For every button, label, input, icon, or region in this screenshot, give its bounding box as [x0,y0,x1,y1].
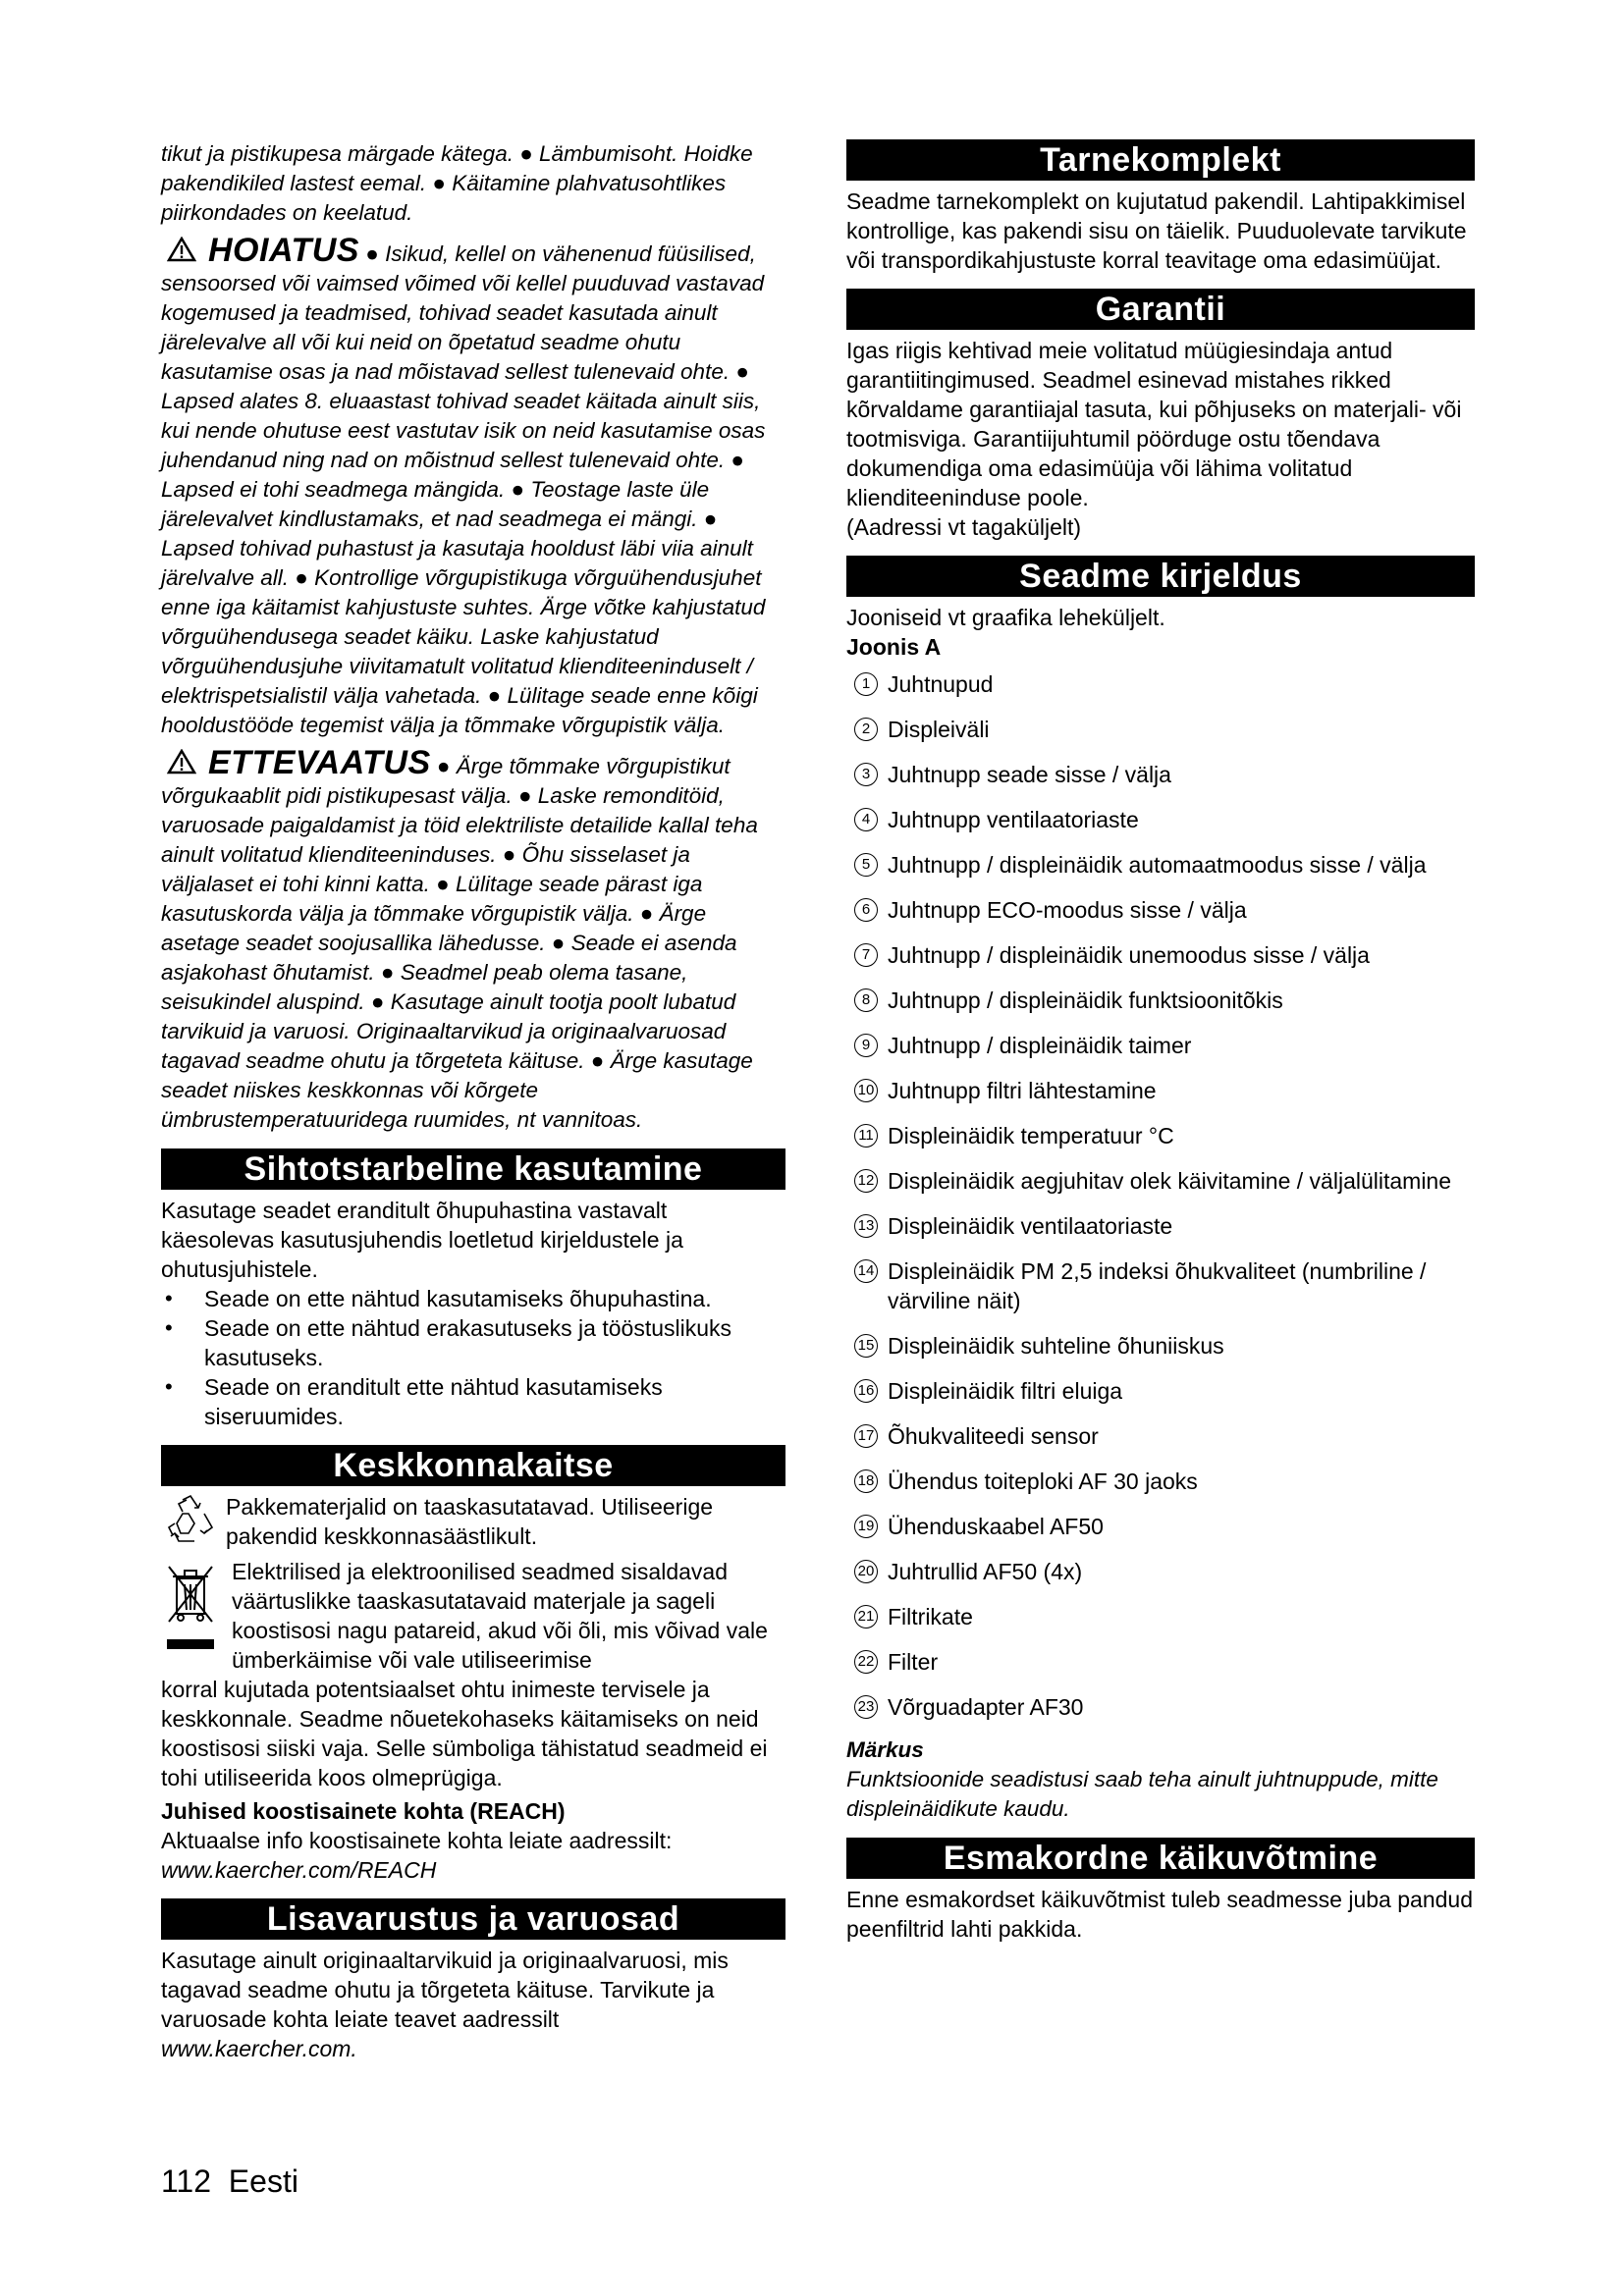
callout-number: 6 [854,898,878,922]
legend-label: Displeinäidik ventilaatoriaste [888,1213,1173,1239]
callout-number: 8 [854,988,878,1012]
legend-item [846,1331,1475,1361]
legend-label: Juhtnupp / displeinäidik taimer [888,1033,1192,1058]
legend-label: Juhtnupp filtri lähtestamine [888,1078,1157,1103]
intro-text: tikut ja pistikupesa märgade kätega. ● Lämbumisoht. Hoidke pakendikiled lastest eemal. ● Käitamine plahvatusohtlikes piirkondades on keelatud. [161,141,753,225]
callout-number: 13 [854,1214,878,1238]
note-heading: Märkus [846,1737,924,1762]
legend-label: Juhtrullid AF50 (4x) [888,1559,1083,1584]
legend-item [846,1421,1475,1451]
caution-block [161,744,785,1135]
legend-item [846,940,1475,970]
warning-block [161,232,785,740]
legend-item [846,715,1475,744]
legend-item [846,760,1475,789]
callout-number: 11 [854,1124,878,1148]
legend-label: Displeinäidik temperatuur °C [888,1123,1174,1148]
section-heading-first-start: Esmakordne käikuvõtmine [846,1838,1475,1879]
callout-number: 23 [854,1695,878,1719]
section-heading-description: Seadme kirjeldus [846,556,1475,597]
callout-number: 15 [854,1334,878,1358]
parts-legend [846,669,1475,1722]
callout-number: 17 [854,1424,878,1448]
warranty-address-note: (Aadressi vt tagaküljelt) [846,514,1082,540]
left-column [161,139,785,2063]
intended-use-text: Kasutage seadet eranditult õhupuhastina vastavalt käesolevas kasutusjuhendis loetletud kirjeldustele ja ohutusjuhistele. [161,1198,683,1282]
list-item: • Seade on ette nähtud kasutamiseks õhupuhastina. [161,1284,785,1313]
legend-item [846,1647,1475,1677]
legend-label: Õhukvaliteedi sensor [888,1423,1099,1449]
legend-label: Võrguadapter AF30 [888,1694,1084,1720]
list-item: • Seade on ette nähtud erakasutuseks ja tööstuslikuks kasutuseks. [161,1313,785,1372]
callout-number: 20 [854,1560,878,1583]
callout-number: 19 [854,1515,878,1538]
section-heading-intended-use: Sihtotstarbeline kasutamine [161,1148,785,1190]
caution-triangle-icon [167,749,196,774]
legend-label: Displeinäidik suhteline õhuniiskus [888,1333,1224,1359]
packaging-text: Pakkematerjalid on taaskasutatavad. Utiliseerige pakendid keskkonnasäästlikult. [226,1494,714,1549]
legend-item [846,1211,1475,1241]
callout-number: 4 [854,808,878,831]
callout-number: 2 [854,718,878,741]
accessories-text: Kasutage ainult originaaltarvikuid ja originaalvaruosi, mis tagavad seadme ohutu ja tõrgeteta käituse. Tarvikute ja varuosade kohta leiate teavet aadressilt [161,1948,729,2032]
description-intro: Jooniseid vt graafika leheküljelt. [846,605,1165,630]
callout-number: 12 [854,1169,878,1193]
legend-item [846,1692,1475,1722]
recycling-icon [161,1494,218,1547]
legend-item [846,805,1475,834]
callout-number: 3 [854,763,878,786]
callout-number: 21 [854,1605,878,1629]
legend-label: Juhtnupp / displeinäidik funktsioonitõkis [888,988,1283,1013]
caution-heading: ETTEVAATUS [208,744,431,781]
warranty-text: Igas riigis kehtivad meie volitatud müügiesindaja antud garantiitingimused. Seadmel esinevad mistahes rikked kõrvaldame garantiiajal tasuta, kui põhjuseks on materjali- või tootmisviga. Garantiijuhtumil pöörduge ostu tõendava dokumendiga oma edasimüüja või lähima volitatud klienditeeninduse poole. [846,338,1462,510]
note-text: Funktsioonide seadistusi saab teha ainult juhtnuppude, mitte displeinäidikute kaudu. [846,1767,1438,1821]
legend-label: Ühendus toiteploki AF 30 jaoks [888,1468,1198,1494]
legend-item [846,1376,1475,1406]
callout-number: 9 [854,1034,878,1057]
legend-item [846,1076,1475,1105]
legend-label: Displeinäidik filtri eluiga [888,1378,1123,1404]
legend-item [846,895,1475,925]
caution-text: ● Ärge tõmmake võrgupistikut võrgukaablit pidi pistikupesast välja. ● Laske remonditöid, varuosade paigaldamist ja töid elektriliste detailide kallal teha ainult volitatud klienditeeninduses. ● Õhu sisselaset ja väljalaset ei tohi kinni katta. ● Lülitage seade pärast iga kasutuskorda välja ja tõmmake võrgupistik välja. ● Ärge asetage seadet soojusallika lähedusse. ● Seade ei asenda asjakohast õhutamist. ● Seadmel peab olema tasane, seisukindel aluspind. ● Kasutage ainult tootja poolt lubatud tarvikuid ja varuosi. Originaaltarvikud ja originaalvaruosad tagavad seadme ohutu ja tõrgeteta käituse. ● Ärge kasutage seadet niiskes keskkonnas või kõrgete ümbrustemperatuuridega ruumides, nt vannitoas. [161,754,758,1132]
legend-label: Displeinäidik PM 2,5 indeksi õhukvaliteet (numbriline / värviline näit) [888,1258,1427,1313]
legend-item [846,1031,1475,1060]
legend-item [846,1467,1475,1496]
section-heading-accessories: Lisavarustus ja varuosad [161,1898,785,1940]
page-footer [161,2163,298,2200]
crossed-bin-icon [165,1561,216,1655]
legend-label: Juhtnupud [888,671,994,697]
legend-item [846,1512,1475,1541]
footer-language: Eesti [228,2163,298,2199]
callout-number: 10 [854,1079,878,1102]
reach-text: Aktuaalse info koostisainete kohta leiate aadressilt: [161,1828,673,1853]
legend-label: Filtrikate [888,1604,973,1629]
section-heading-environment: Keskkonnakaitse [161,1445,785,1486]
legend-item [846,1557,1475,1586]
legend-item [846,1602,1475,1631]
warning-heading: HOIATUS [208,232,359,269]
weee-note [161,1557,785,1792]
legend-label: Ühenduskaabel AF50 [888,1514,1104,1539]
right-column [846,139,1475,1944]
intended-use-list [161,1284,785,1431]
legend-item [846,669,1475,699]
accessories-url[interactable]: www.kaercher.com. [161,2036,357,2061]
legend-label: Displeiväli [888,717,990,742]
callout-number: 16 [854,1379,878,1403]
legend-item [846,1166,1475,1196]
legend-item [846,986,1475,1015]
section-heading-delivery: Tarnekomplekt [846,139,1475,181]
legend-label: Juhtnupp / displeinäidik unemoodus sisse / välja [888,942,1370,968]
page-number: 112 [161,2163,212,2199]
delivery-text: Seadme tarnekomplekt on kujutatud pakendil. Lahtipakkimisel kontrollige, kas pakendi sisu on täielik. Puuduolevate tarvikute või transpordikahjustuste korral teavitage oma edasimüüjat. [846,188,1467,273]
callout-number: 18 [854,1469,878,1493]
first-start-text: Enne esmakordset käikuvõtmist tuleb seadmesse juba pandud peenfiltrid lahti pakkida. [846,1887,1473,1942]
legend-item [846,1121,1475,1150]
weee-text-rest: korral kujutada potentsiaalset ohtu inimeste tervisele ja keskkonnale. Seadme nõuetekohaseks käitamiseks on neid koostisosi siiski vaja. Selle sümboliga tähistatud seadmeid ei tohi utiliseerida koos olmeprügiga. [161,1677,768,1790]
reach-heading: Juhised koostisainete kohta (REACH) [161,1798,566,1824]
legend-label: Juhtnupp ventilaatoriaste [888,807,1139,832]
callout-number: 5 [854,853,878,877]
legend-item [846,850,1475,880]
packaging-note [161,1492,785,1551]
legend-label: Juhtnupp ECO-moodus sisse / välja [888,897,1247,923]
legend-label: Juhtnupp seade sisse / välja [888,762,1171,787]
weee-text-indented: Elektrilised ja elektroonilised seadmed sisaldavad väärtuslikke taaskasutatavaid materjale ja sageli koostisosi nagu patareid, akud või õli, mis võivad vale ümberkäimise või vale utiliseerimise [232,1559,768,1673]
callout-number: 7 [854,943,878,967]
legend-label: Juhtnupp / displeinäidik automaatmoodus sisse / välja [888,852,1427,878]
legend-item [846,1256,1475,1315]
legend-label: Filter [888,1649,939,1675]
figure-label: Joonis A [846,634,942,660]
section-heading-warranty: Garantii [846,289,1475,330]
legend-label: Displeinäidik aegjuhitav olek käivitamine / väljalülitamine [888,1168,1452,1194]
callout-number: 1 [854,672,878,696]
warning-text: ● Isikud, kellel on vähenenud füüsilised, sensoorsed või vaimsed võimed või kellel puuduvad vastavad kogemused ja teadmised, tohivad seadet kasutada ainult järelevalve all või kui neid on õpetatud seadme ohutu kasutamise osas ja nad mõistavad sellest tulenevaid ohte. ● Lapsed alates 8. eluaastast tohivad seadet käitada ainult siis, kui nende ohutuse eest vastutav isik on neid kasutamise osas juhendanud ning nad on mõistnud sellest tulenevaid ohte. ● Lapsed ei tohi seadmega mängida. ● Teostage laste üle järelevalvet kindlustamaks, et nad seadmega ei mängi. ● Lapsed tohivad puhastust ja kasutaja hooldust läbi viia ainult järelvalve all. ● Kontrollige võrgupistikuga võrguühendusjuhet enne iga käitamist kahjustuste suhtes. Ärge võtke kahjustatud võrguühendusega seadet käiku. Laske kahjustatud võrguühendusjuhe viivitamatult volitatud klienditeeninduselt / elektrispetsialistil välja vahetada. ● Lülitage seade enne kõigi hooldustööde tegemist välja ja tõmmake võrgupistik välja. [161,241,766,737]
list-item: • Seade on eranditult ette nähtud kasutamiseks siseruumides. [161,1372,785,1431]
reach-url[interactable]: www.kaercher.com/REACH [161,1857,437,1883]
callout-number: 14 [854,1259,878,1283]
warning-triangle-icon [167,237,196,262]
callout-number: 22 [854,1650,878,1674]
